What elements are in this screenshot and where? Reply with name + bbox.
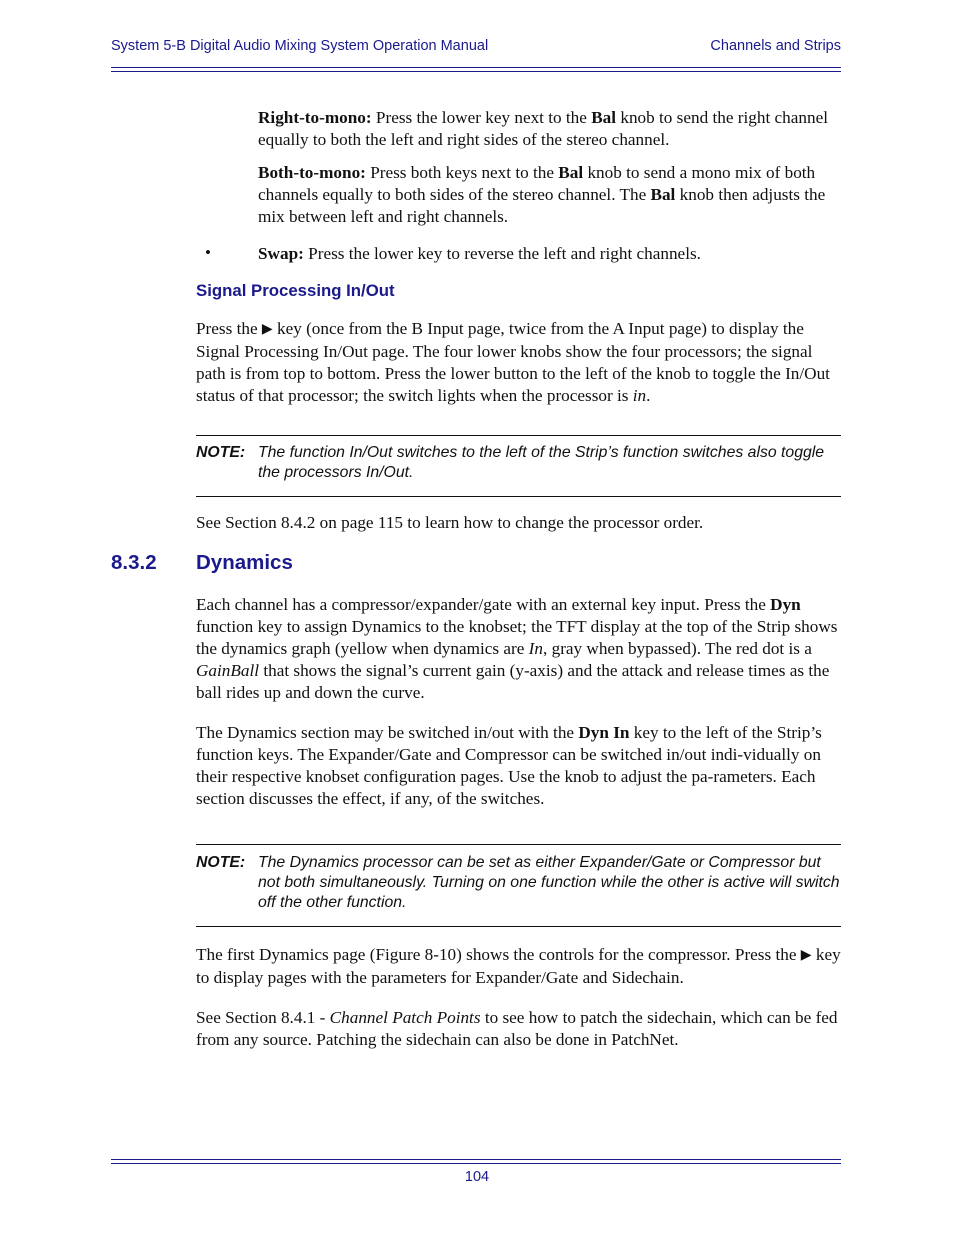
text-run: See Section 8.4.1 -	[196, 1008, 330, 1027]
both-to-mono-term: Both-to-mono:	[258, 163, 366, 182]
right-to-mono-paragraph	[258, 107, 843, 151]
gainball-term: GainBall	[196, 661, 260, 680]
text-run: key to display pages with the parameters for Expander/Gate and Sidechain.	[196, 945, 841, 987]
note-text: The function In/Out switches to the left of the Strip’s function switches also toggle the processors In/Out.	[258, 444, 825, 481]
text-run: key to the left of the Strip’s function keys. The Expander/Gate and Compressor can be switched in/out indi-vidually on their respective knobset configuration pages. Use the knob to adjust the pa-rameters. Each section discusses the effect, if any, of the switches.	[196, 723, 822, 808]
header-rule-bottom	[111, 71, 841, 72]
in-term: in	[632, 386, 647, 405]
footer-rule-top	[111, 1159, 841, 1160]
bal-keyword: Bal	[558, 163, 584, 182]
text-run: to see how to patch the sidechain, which can be fed from any source. Patching the sidechain can also be done in PatchNet.	[196, 1008, 838, 1049]
text-run: knob to send a mono mix of both channels equally to both sides of the stereo channel. The	[258, 163, 816, 204]
dyn-in-keyword: Dyn In	[578, 723, 630, 742]
dynamics-intro-paragraph	[196, 594, 841, 704]
dynamics-switch-paragraph	[196, 722, 841, 810]
note-rule-top	[196, 844, 841, 845]
signal-processing-paragraph	[196, 318, 841, 407]
page-number: 104	[464, 1169, 490, 1185]
text-run: that shows the signal’s current gain (y-axis) and the attack and release times as the ball rides up and down the curve.	[196, 661, 830, 702]
text-run: Press both keys next to the	[365, 163, 559, 182]
bal-keyword: Bal	[591, 108, 617, 127]
text-run: function key to assign Dynamics to the knobset; the TFT display at the top of the Strip shows the dynamics graph (yellow when dynamics are	[196, 617, 838, 658]
text-run: key (once from the B Input page, twice from the A Input page) to display the Signal Processing In/Out page. The four lower knobs show the four processors; the signal path is from top to bottom. Press the lower button to the left of the knob to toggle the In/Out status of that processor; the switch lights when the processor is	[196, 319, 830, 405]
text-run: Press the	[196, 319, 262, 338]
running-header-chapter: Channels and Strips	[710, 38, 841, 54]
note-dynamics-processor	[196, 853, 841, 917]
text-run: Press the lower key to reverse the left and right channels.	[303, 244, 701, 263]
channel-patch-points-link[interactable]: Channel Patch Points	[329, 1008, 481, 1027]
text-run: , gray when bypassed). The red dot is a	[543, 639, 812, 658]
note-rule-bottom	[196, 926, 841, 927]
bullet-marker: •	[205, 243, 211, 262]
text-run: knob then adjusts the mix between left and right channels.	[258, 185, 826, 226]
signal-processing-heading: Signal Processing In/Out	[196, 281, 395, 300]
header-rule-top	[111, 67, 841, 68]
right-triangle-icon: ▶	[261, 322, 273, 337]
note-rule-bottom	[196, 496, 841, 497]
sidechain-paragraph	[196, 1007, 841, 1051]
text-run: knob to send the right channel equally to both the left and right sides of the stereo channel.	[258, 108, 828, 149]
processor-order-paragraph: See Section 8.4.2 on page 115 to learn how to change the processor order.	[196, 513, 704, 532]
note-label: NOTE:	[196, 444, 246, 461]
note-rule-top	[196, 435, 841, 436]
text-run: Press the lower key next to the	[371, 108, 592, 127]
right-triangle-icon: ▶	[800, 948, 812, 963]
section-number: 8.3.2	[111, 551, 157, 574]
footer-rule-bottom	[111, 1163, 841, 1164]
note-function-switches	[196, 443, 841, 487]
both-to-mono-paragraph	[258, 162, 838, 228]
text-run: Each channel has a compressor/expander/gate with an external key input. Press the	[196, 595, 771, 614]
bal-keyword: Bal	[650, 185, 676, 204]
dyn-keyword: Dyn	[770, 595, 801, 614]
running-header-title: System 5-B Digital Audio Mixing System Operation Manual	[111, 38, 489, 54]
swap-paragraph	[258, 243, 843, 265]
text-run: The Dynamics section may be switched in/out with the	[196, 723, 579, 742]
swap-term: Swap:	[258, 244, 304, 263]
note-label: NOTE:	[196, 854, 246, 871]
in-term: In	[528, 639, 543, 658]
note-text: The Dynamics processor can be set as either Expander/Gate or Compressor but not both simultaneously. Turning on one function while the other is active will switch off the other function.	[258, 854, 840, 911]
text-run: The first Dynamics page (Figure 8-10) shows the controls for the compressor. Press the	[196, 945, 801, 964]
section-title: Dynamics	[196, 551, 293, 574]
text-run: .	[646, 386, 651, 405]
first-dynamics-page-paragraph	[196, 944, 841, 989]
right-to-mono-term: Right-to-mono:	[258, 108, 372, 127]
